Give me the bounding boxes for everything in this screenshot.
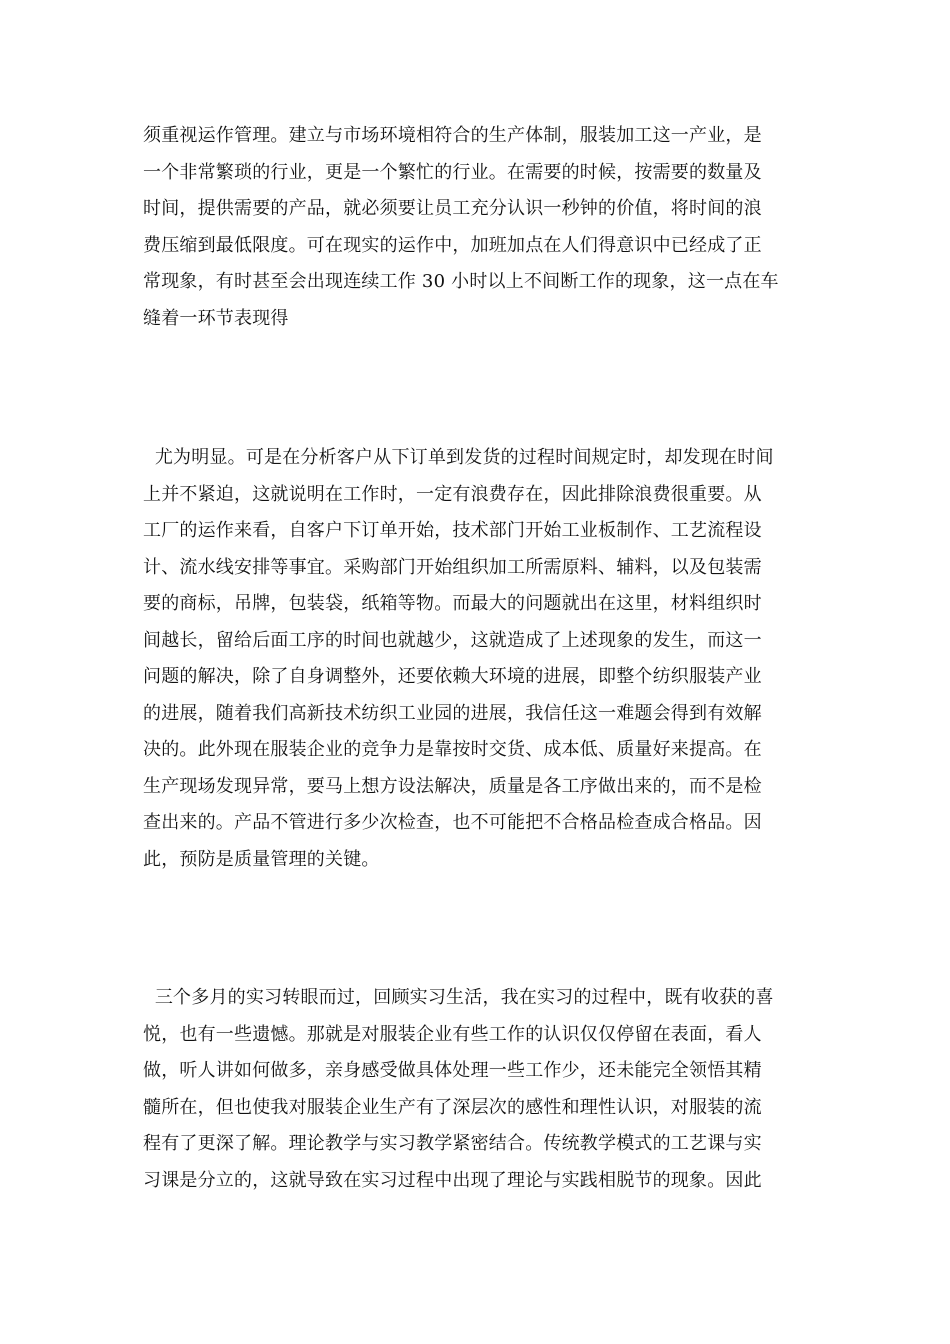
paragraph-line: 一个非常繁琐的行业，更是一个繁忙的行业。在需要的时候，按需要的数量及 bbox=[143, 161, 762, 183]
paragraph-line: 常现象，有时甚至会出现连续工作 30 小时以上不间断工作的现象，这一点在车 bbox=[143, 271, 779, 292]
paragraph-line: 费压缩到最低限度。可在现实的运作中，加班加点在人们得意识中已经成了正 bbox=[143, 234, 762, 256]
paragraph-line: 间越长，留给后面工序的时间也就越少，这就造成了上述现象的发生，而这一 bbox=[143, 629, 762, 651]
paragraph-line: 生产现场发现异常，要马上想方设法解决，质量是各工序做出来的，而不是检 bbox=[143, 775, 762, 797]
paragraph-line: 问题的解决，除了自身调整外，还要依赖大环境的进展，即整个纺织服装产业 bbox=[143, 666, 762, 687]
paragraph-line: 三个多月的实习转眼而过，回顾实习生活，我在实习的过程中，既有收获的喜 bbox=[143, 987, 774, 1008]
paragraph-line: 悦，也有一些遗憾。那就是对服装企业有些工作的认识仅仅停留在表面，看人 bbox=[143, 1023, 762, 1045]
paragraph-line: 尤为明显。可是在分析客户从下订单到发货的过程时间规定时，却发现在时间 bbox=[143, 447, 774, 468]
paragraph-1 bbox=[143, 118, 813, 337]
paragraph-line: 上并不紧迫，这就说明在工作时，一定有浪费存在，因此排除浪费很重要。从 bbox=[143, 483, 762, 505]
paragraph-line: 须重视运作管理。建立与市场环境相符合的生产体制，服装加工这一产业，是 bbox=[143, 125, 762, 146]
paragraph-line: 此，预防是质量管理的关键。 bbox=[143, 848, 380, 870]
paragraph-line: 习课是分立的，这就导致在实习过程中出现了理论与实践相脱节的现象。因此 bbox=[143, 1169, 762, 1191]
paragraph-line: 的进展，随着我们高新技术纺织工业园的进展，我信任这一难题会得到有效解 bbox=[143, 702, 762, 724]
paragraph-3 bbox=[143, 980, 813, 1199]
paragraph-line: 决的。此外现在服装企业的竞争力是靠按时交货、成本低、质量好来提高。在 bbox=[143, 739, 762, 760]
paragraph-line: 做，听人讲如何做多，亲身感受做具体处理一些工作少，还未能完全领悟其精 bbox=[143, 1060, 762, 1081]
paragraph-line: 计、流水线安排等事宜。采购部门开始组织加工所需原料、辅料，以及包装需 bbox=[143, 556, 762, 578]
paragraph-line: 髓所在，但也使我对服装企业生产有了深层次的感性和理性认识，对服装的流 bbox=[143, 1096, 762, 1118]
paragraph-line: 工厂的运作来看，自客户下订单开始，技术部门开始工业板制作、工艺流程设 bbox=[143, 520, 762, 541]
paragraph-2 bbox=[143, 440, 813, 878]
paragraph-line: 程有了更深了解。理论教学与实习教学紧密结合。传统教学模式的工艺课与实 bbox=[143, 1133, 762, 1154]
paragraph-line: 时间，提供需要的产品，就必须要让员工充分认识一秒钟的价值，将时间的浪 bbox=[143, 198, 762, 219]
paragraph-line: 要的商标，吊牌，包装袋，纸箱等物。而最大的问题就出在这里，材料组织时 bbox=[143, 593, 762, 614]
paragraph-line: 缝着一环节表现得 bbox=[143, 307, 289, 329]
paragraph-line: 查出来的。产品不管进行多少次检查，也不可能把不合格品检查成合格品。因 bbox=[143, 812, 762, 833]
